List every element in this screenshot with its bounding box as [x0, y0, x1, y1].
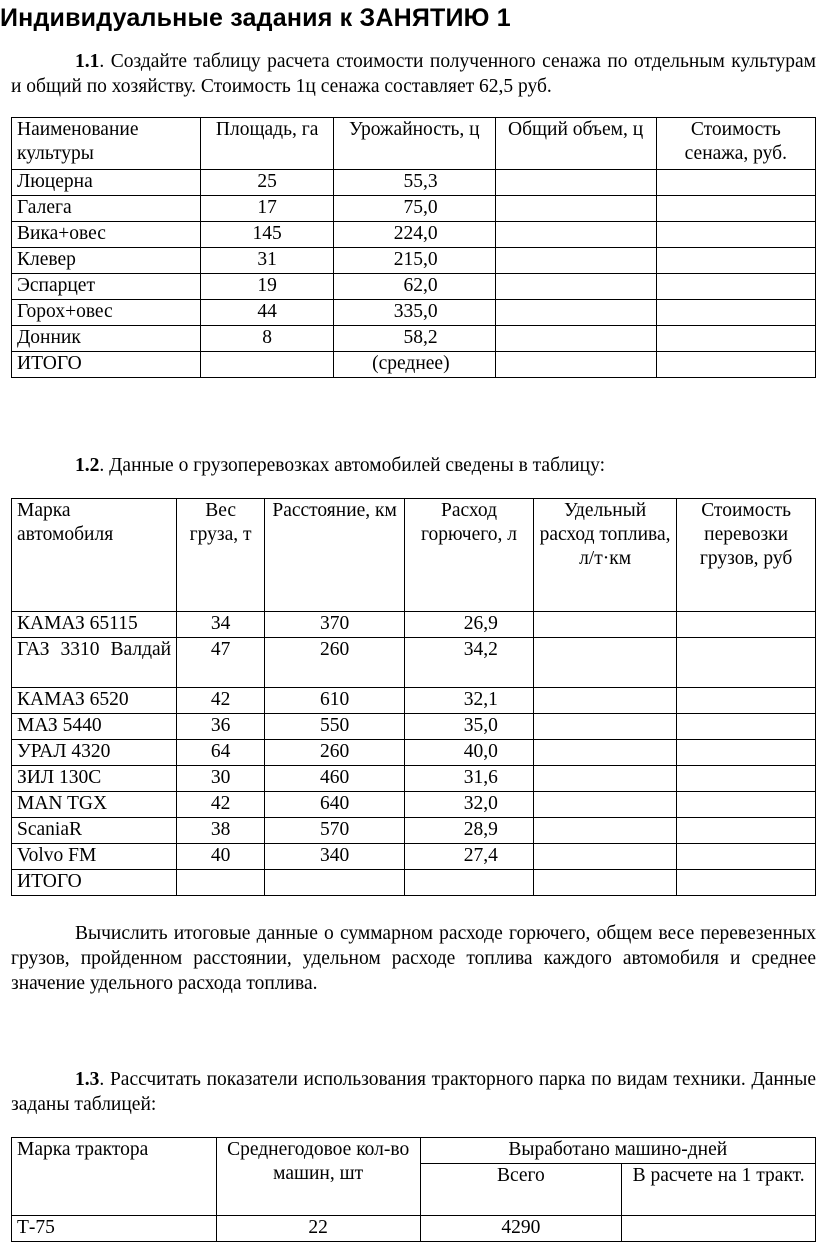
table-row: [12, 844, 816, 870]
cell-brand: ScaniaR: [12, 818, 177, 844]
cell-cost[interactable]: [677, 870, 816, 896]
cell-count: 22: [216, 1216, 420, 1242]
table-row: [12, 714, 816, 740]
cell-specific-fuel[interactable]: [533, 792, 676, 818]
cell-cost[interactable]: [677, 792, 816, 818]
task3-paragraph: [11, 1067, 816, 1117]
col-header-cost: Стоимость сенажа, руб.: [656, 118, 815, 170]
col-header-area: Площадь, га: [201, 118, 334, 170]
task2-table: [11, 498, 816, 896]
cell-cost[interactable]: [677, 818, 816, 844]
cell-fuel: 26,9: [405, 612, 534, 638]
col-header-fuel: Расход горючего, л: [405, 499, 534, 612]
cell-area: 8: [201, 326, 334, 352]
cell-weight: 36: [177, 714, 265, 740]
task3-number: 1.3: [75, 1069, 100, 1090]
cell-cost[interactable]: [656, 326, 815, 352]
cell-area: 44: [201, 300, 334, 326]
col-header-total: Всего: [420, 1164, 622, 1216]
cell-weight: 34: [177, 612, 265, 638]
cell-distance[interactable]: [265, 870, 405, 896]
cell-distance: 640: [265, 792, 405, 818]
table-row: [12, 222, 816, 248]
cell-cost[interactable]: [677, 714, 816, 740]
cell-distance: 570: [265, 818, 405, 844]
task1-number: 1.1: [75, 51, 100, 72]
cell-fuel: 27,4: [405, 844, 534, 870]
cell-crop: Вика+овес: [12, 222, 201, 248]
cell-fuel: 32,1: [405, 688, 534, 714]
table-row: [12, 326, 816, 352]
cell-fuel: 40,0: [405, 740, 534, 766]
col-header-volume: Общий объем, ц: [495, 118, 656, 170]
cell-area: 31: [201, 248, 334, 274]
cell-crop: Галега: [12, 196, 201, 222]
cell-volume[interactable]: [495, 274, 656, 300]
cell-fuel: 31,6: [405, 766, 534, 792]
cell-cost[interactable]: [656, 196, 815, 222]
cell-brand: УРАЛ 4320: [12, 740, 177, 766]
col-header-specific-fuel: Удельный расход топлива, л/т·км: [533, 499, 676, 612]
cell-total-label: ИТОГО: [12, 352, 201, 378]
table-total-row: [12, 870, 816, 896]
cell-specific-fuel[interactable]: [533, 688, 676, 714]
cell-fuel: 28,9: [405, 818, 534, 844]
col-header-crop: Наименование культуры: [12, 118, 201, 170]
col-header-worked: Выработано машино-дней: [420, 1138, 815, 1164]
col-header-count: Среднегодовое кол-во машин, шт: [216, 1138, 420, 1216]
cell-fuel: 35,0: [405, 714, 534, 740]
table-row: [12, 740, 816, 766]
cell-cost[interactable]: [656, 274, 815, 300]
cell-cost[interactable]: [677, 766, 816, 792]
cell-specific-fuel[interactable]: [533, 766, 676, 792]
cell-volume[interactable]: [495, 300, 656, 326]
cell-specific-fuel[interactable]: [533, 818, 676, 844]
task2-instructions: [11, 921, 816, 996]
cell-cost[interactable]: [677, 844, 816, 870]
cell-specific-fuel[interactable]: [533, 844, 676, 870]
cell-weight: 64: [177, 740, 265, 766]
task2-paragraph: [11, 453, 816, 478]
cell-cost[interactable]: [656, 352, 815, 378]
cell-total-label: ИТОГО: [12, 870, 177, 896]
task1-table: [11, 117, 816, 378]
cell-yield: 215,0: [333, 248, 495, 274]
cell-area: 25: [201, 170, 334, 196]
cell-distance: 460: [265, 766, 405, 792]
col-header-weight: Вес груза, т: [177, 499, 265, 612]
col-header-brand: Марка трактора: [12, 1138, 217, 1216]
table-row: [12, 300, 816, 326]
col-header-yield: Урожайность, ц: [333, 118, 495, 170]
table-header-row: [12, 1138, 816, 1164]
cell-brand: КАМАЗ 6520: [12, 688, 177, 714]
cell-specific-fuel[interactable]: [533, 638, 676, 688]
cell-fuel[interactable]: [405, 870, 534, 896]
cell-crop: Донник: [12, 326, 201, 352]
cell-weight: 42: [177, 792, 265, 818]
cell-yield: 224,0: [333, 222, 495, 248]
cell-specific-fuel[interactable]: [533, 870, 676, 896]
col-header-brand: Марка автомобиля: [12, 499, 177, 612]
table-row: [12, 274, 816, 300]
cell-weight: 42: [177, 688, 265, 714]
cell-volume[interactable]: [495, 326, 656, 352]
task2-after-text: Вычислить итоговые данные о суммарном расходе горючего, общем весе перевезенных грузов, пройденном расстоянии, удельном расходе топлива каждого автомобиля и среднее значение удельного расхода топлива.: [11, 923, 816, 994]
cell-area[interactable]: [201, 352, 334, 378]
cell-crop: Клевер: [12, 248, 201, 274]
cell-cost[interactable]: [656, 170, 815, 196]
table-row: [12, 612, 816, 638]
table-total-row: [12, 352, 816, 378]
cell-volume[interactable]: [495, 170, 656, 196]
cell-yield: 335,0: [333, 300, 495, 326]
table-header-row: [12, 499, 816, 612]
cell-fuel: 34,2: [405, 638, 534, 688]
cell-cost[interactable]: [656, 222, 815, 248]
col-header-distance: Расстояние, км: [265, 499, 405, 612]
cell-distance: 370: [265, 612, 405, 638]
cell-brand: Volvo FM: [12, 844, 177, 870]
cell-cost[interactable]: [677, 740, 816, 766]
cell-yield-average: (среднее): [333, 352, 495, 378]
cell-cost[interactable]: [656, 300, 815, 326]
table-row: [12, 170, 816, 196]
cell-volume[interactable]: [495, 196, 656, 222]
cell-cost[interactable]: [677, 688, 816, 714]
table-row: [12, 688, 816, 714]
task2-number: 1.2: [75, 455, 100, 476]
task2-text: . Данные о грузоперевозках автомобилей сведены в таблицу:: [99, 455, 606, 476]
cell-distance: 260: [265, 740, 405, 766]
table-row: [12, 248, 816, 274]
cell-area: 19: [201, 274, 334, 300]
cell-area: 17: [201, 196, 334, 222]
cell-brand: ГАЗ 3310 Валдай: [12, 638, 177, 688]
cell-cost[interactable]: [677, 638, 816, 688]
cell-yield: 75,0: [333, 196, 495, 222]
cell-brand: МАЗ 5440: [12, 714, 177, 740]
cell-brand: Т-75: [12, 1216, 217, 1242]
cell-yield: 55,3: [333, 170, 495, 196]
cell-specific-fuel[interactable]: [533, 714, 676, 740]
cell-yield: 62,0: [333, 274, 495, 300]
cell-volume[interactable]: [495, 352, 656, 378]
table-row: [12, 196, 816, 222]
cell-volume[interactable]: [495, 248, 656, 274]
cell-crop: Горох+овес: [12, 300, 201, 326]
task1-text: . Создайте таблицу расчета стоимости полученного сенажа по отдельным культурам и общий по хозяйству. Стоимость 1ц сенажа составляет 62,5 руб.: [11, 51, 816, 97]
cell-distance: 340: [265, 844, 405, 870]
cell-brand: MAN TGX: [12, 792, 177, 818]
cell-yield: 58,2: [333, 326, 495, 352]
cell-crop: Люцерна: [12, 170, 201, 196]
page-title: Индивидуальные задания к ЗАНЯТИЮ 1: [0, 4, 511, 32]
cell-cost[interactable]: [677, 612, 816, 638]
cell-total: 4290: [420, 1216, 622, 1242]
cell-weight: 38: [177, 818, 265, 844]
task1-paragraph: [11, 49, 816, 99]
cell-distance: 610: [265, 688, 405, 714]
cell-weight: 40: [177, 844, 265, 870]
col-header-per-tractor: В расчете на 1 тракт.: [622, 1164, 816, 1216]
table-row: [12, 818, 816, 844]
table-row: [12, 638, 816, 688]
cell-cost[interactable]: [656, 248, 815, 274]
cell-area: 145: [201, 222, 334, 248]
col-header-cost: Стоимость перевозки грузов, руб: [677, 499, 816, 612]
cell-specific-fuel[interactable]: [533, 740, 676, 766]
cell-per-tractor[interactable]: [622, 1216, 816, 1242]
cell-brand: КАМАЗ 65115: [12, 612, 177, 638]
cell-brand: ЗИЛ 130С: [12, 766, 177, 792]
cell-volume[interactable]: [495, 222, 656, 248]
cell-fuel: 32,0: [405, 792, 534, 818]
cell-crop: Эспарцет: [12, 274, 201, 300]
task3-table: [11, 1137, 816, 1242]
cell-distance: 550: [265, 714, 405, 740]
table-row: [12, 766, 816, 792]
table-row: [12, 1216, 816, 1242]
table-header-row: [12, 118, 816, 170]
cell-weight[interactable]: [177, 870, 265, 896]
cell-weight: 47: [177, 638, 265, 688]
table-row: [12, 792, 816, 818]
cell-distance: 260: [265, 638, 405, 688]
cell-specific-fuel[interactable]: [533, 612, 676, 638]
cell-weight: 30: [177, 766, 265, 792]
task3-text: . Рассчитать показатели использования тракторного парка по видам техники. Данные заданы таблицей:: [11, 1069, 816, 1115]
